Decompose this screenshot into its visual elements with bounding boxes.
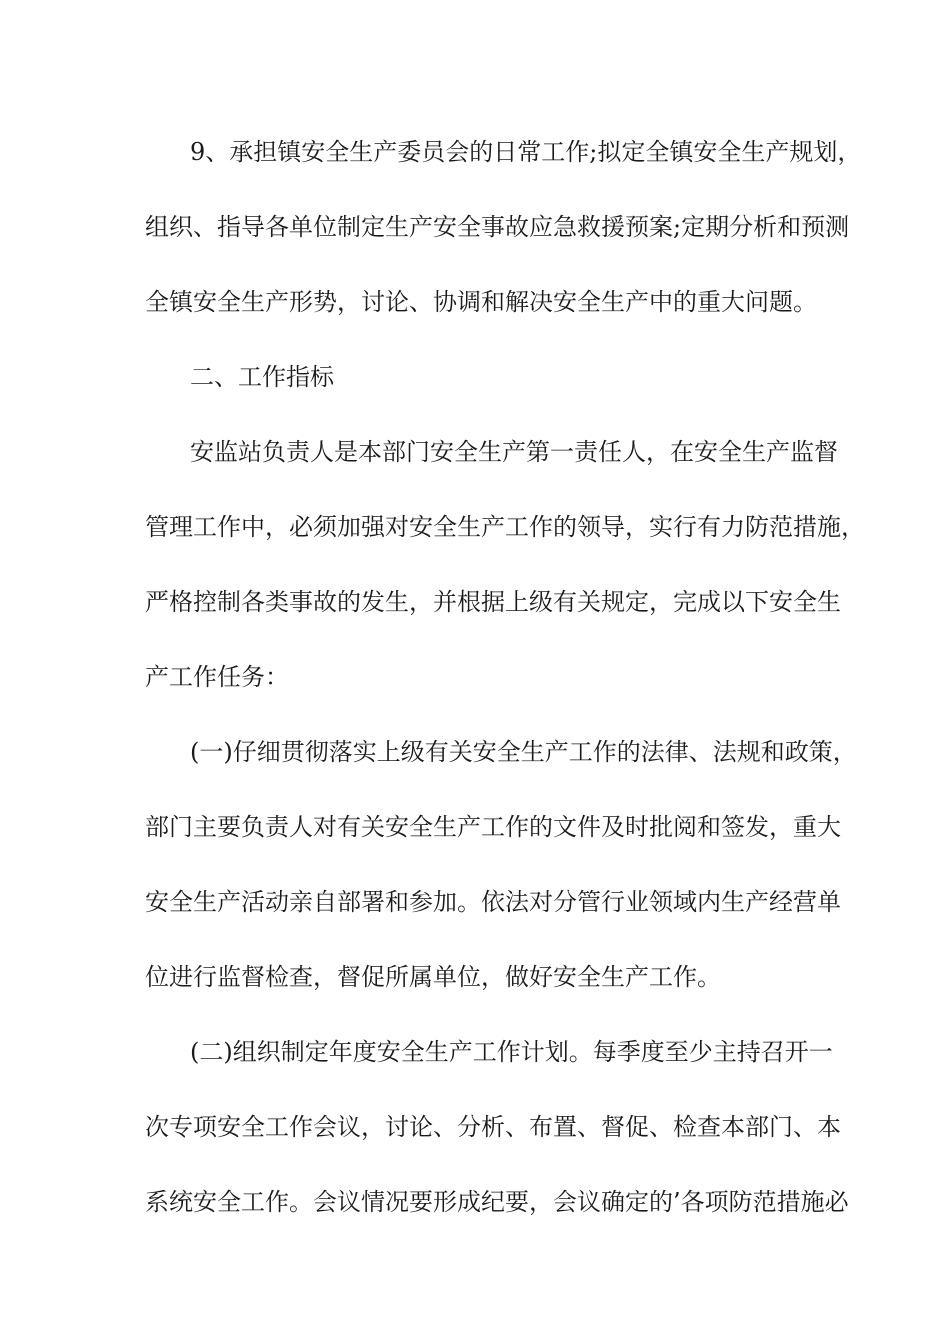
paragraph-9-line-2: 组织、指导各单位制定生产安全事故应急救援预案;定期分析和预测 xyxy=(145,213,850,241)
paragraph-indicators-line-1: 安监站负责人是本部门安全生产第一责任人，在安全生产监督 xyxy=(190,438,838,466)
section-heading-work-indicators: 二、工作指标 xyxy=(190,363,334,391)
paragraph-9-line-3: 全镇安全生产形势，讨论、协调和解决安全生产中的重大问题。 xyxy=(145,288,817,316)
item-1-line-2: 部门主要负责人对有关安全生产工作的文件及时批阅和签发，重大 xyxy=(145,813,841,841)
paragraph-9-line-1: 9、承担镇安全生产委员会的日常工作;拟定全镇安全生产规划， xyxy=(190,138,862,166)
item-2-line-3: 系统安全工作。会议情况要形成纪要，会议确定的’各项防范措施必 xyxy=(145,1188,849,1216)
paragraph-indicators-line-3: 严格控制各类事故的发生，并根据上级有关规定，完成以下安全生 xyxy=(145,588,841,616)
item-1-line-1: (一)仔细贯彻落实上级有关安全生产工作的法律、法规和政策， xyxy=(190,738,857,766)
paragraph-indicators-line-4: 产工作任务： xyxy=(145,663,289,691)
paragraph-indicators-line-2: 管理工作中，必须加强对安全生产工作的领导，实行有力防范措施， xyxy=(145,513,865,541)
item-1-line-4: 位进行监督检查，督促所属单位，做好安全生产工作。 xyxy=(145,963,721,991)
item-2-line-2: 次专项安全工作会议，讨论、分析、布置、督促、检查本部门、本 xyxy=(145,1113,841,1141)
item-2-line-1: (二)组织制定年度安全生产工作计划。每季度至少主持召开一 xyxy=(190,1038,833,1066)
item-1-line-3: 安全生产活动亲自部署和参加。依法对分管行业领域内生产经营单 xyxy=(145,888,841,916)
